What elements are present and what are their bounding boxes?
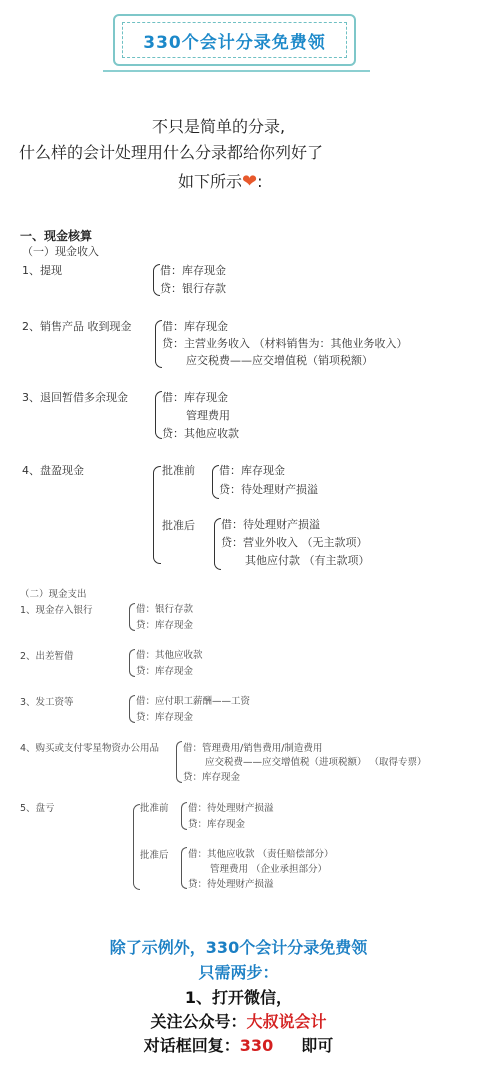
entry-debit: 管理费用 （企业承担部分）: [210, 864, 328, 875]
intro-line-1: 不只是简单的分录,: [152, 117, 286, 136]
entry-debit: 借：库存现金: [162, 391, 228, 404]
entry-debit: 借：其他应收款 （责任赔偿部分）: [188, 849, 334, 860]
cta-line-4: [0, 1009, 477, 1032]
entry-debit: 借：银行存款: [136, 604, 194, 615]
brace: [153, 466, 161, 564]
entry-credit: 贷：银行存款: [160, 282, 226, 295]
header-divider: [103, 70, 370, 72]
item-label: 1、现金存入银行: [20, 605, 93, 616]
item-label: 3、退回暂借多余现金: [22, 391, 128, 404]
badge-title: 330个会计分录免费领: [122, 22, 347, 58]
brace: [212, 465, 219, 499]
item-label: 4、盘盈现金: [22, 464, 84, 477]
entry-debit: 应交税费——应交增值税（进项税额） （取得专票）: [205, 757, 427, 768]
cta-line-2: 只需两步：: [198, 963, 279, 982]
brace: [181, 847, 187, 889]
after-approval: 批准后: [140, 850, 169, 861]
intro-line-3-text: 如下所示: [178, 172, 243, 191]
intro-line-3: [178, 169, 263, 192]
brace: [133, 804, 140, 890]
entry-debit: 借：库存现金: [160, 264, 226, 277]
cta-line-3: 1、打开微信，: [184, 988, 293, 1007]
item-label: 2、出差暂借: [20, 651, 74, 662]
entry-credit: 贷：库存现金: [188, 819, 246, 830]
entry-debit: 借：库存现金: [219, 464, 285, 477]
subsection-income: （一）现金收入: [22, 245, 99, 258]
brace: [155, 391, 162, 439]
cta-reply-tail: 即可: [301, 1036, 334, 1055]
entry-debit: 管理费用: [186, 409, 230, 422]
entry-credit: 贷：待处理财产损溢: [188, 879, 274, 890]
subsection-expense: （二）现金支出: [20, 589, 87, 600]
heart-icon: ❤: [242, 171, 258, 192]
entry-credit: 贷：库存现金: [183, 772, 241, 783]
item-label: 1、提现: [22, 264, 62, 277]
brace: [181, 802, 187, 830]
intro-line-2: 什么样的会计处理用什么分录都给你列好了: [19, 143, 324, 162]
entry-credit: 贷：库存现金: [136, 712, 194, 723]
brace: [176, 741, 182, 783]
cta-follow-label: 关注公众号：: [150, 1012, 247, 1031]
brace: [129, 649, 135, 677]
cta-line-5: [0, 1033, 477, 1056]
brace: [214, 518, 221, 570]
item-label: 3、发工资等: [20, 697, 74, 708]
before-approval: 批准前: [140, 803, 169, 814]
entry-credit: 贷：待处理财产损溢: [219, 483, 318, 496]
item-label: 2、销售产品 收到现金: [22, 320, 132, 333]
entry-credit: 贷：库存现金: [136, 620, 194, 631]
account-name: 大叔说会计: [246, 1012, 327, 1031]
item-label: 4、购买或支付零星物资办公用品: [20, 743, 160, 754]
entry-credit: 其他应付款 （有主款项）: [245, 554, 370, 567]
item-label: 5、盘亏: [20, 803, 55, 814]
entry-debit: 借：库存现金: [162, 320, 228, 333]
before-approval: 批准前: [162, 464, 195, 477]
title-badge: [113, 14, 356, 66]
entry-debit: 借：待处理财产损溢: [221, 518, 320, 531]
entry-debit: 借：其他应收款: [136, 650, 203, 661]
reply-keyword: 330: [239, 1036, 274, 1055]
intro-line-3-tail: :: [257, 172, 263, 191]
entry-credit: 贷：营业外收入 （无主款项）: [221, 536, 368, 549]
entry-debit: 借：待处理财产损溢: [188, 803, 274, 814]
after-approval: 批准后: [162, 519, 195, 532]
entry-credit: 贷：主营业务收入 （材料销售为：其他业务收入）: [162, 337, 408, 350]
entry-debit: 借：应付职工薪酬——工资: [136, 696, 251, 707]
cta-reply-label: 对话框回复：: [143, 1036, 240, 1055]
brace: [153, 264, 160, 296]
entry-credit: 贷：库存现金: [136, 666, 194, 677]
cta-line-1: 除了示例外，330个会计分录免费领: [109, 938, 368, 957]
entry-credit: 应交税费——应交增值税（销项税额）: [186, 354, 373, 367]
brace: [129, 603, 135, 631]
entry-credit: 贷：其他应收款: [162, 427, 239, 440]
brace: [129, 695, 135, 723]
section-title: 一、现金核算: [20, 229, 93, 243]
brace: [155, 320, 162, 368]
entry-debit: 借：管理费用/销售费用/制造费用: [183, 743, 323, 754]
